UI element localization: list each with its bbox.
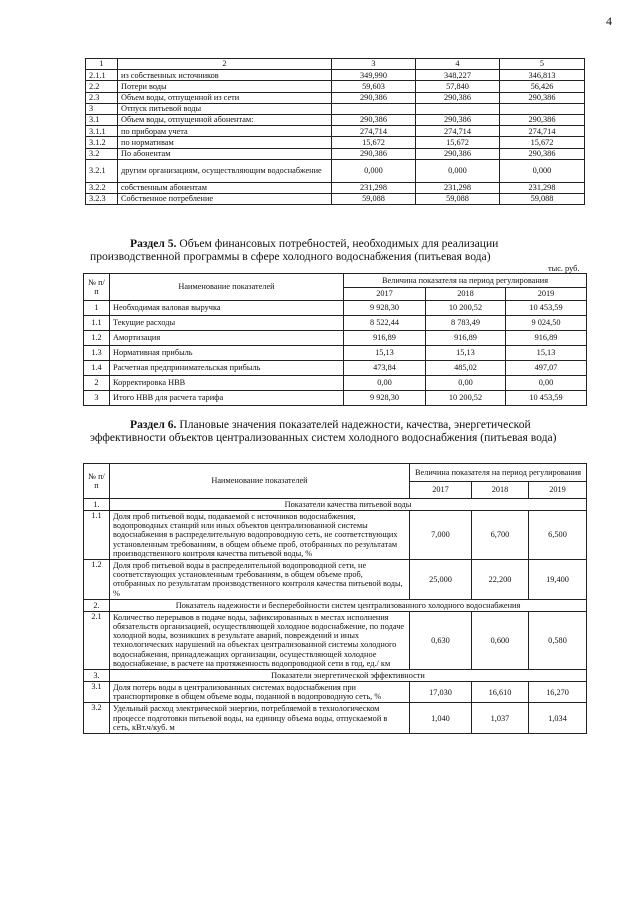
row-number: 3.2: [84, 703, 110, 734]
value-2018: 16,610: [472, 682, 529, 703]
value-2018: 0,000: [416, 159, 500, 182]
value-2017: 59,603: [332, 81, 416, 92]
year-header: 2017: [410, 481, 472, 499]
group-title: Показатели качества питьевой воды: [110, 499, 587, 511]
table-row: [84, 316, 587, 331]
value-2019: 16,270: [529, 682, 587, 703]
col-period-header: Величина показателя на период регулирования: [344, 274, 587, 288]
table-row: [84, 682, 587, 703]
row-name: по нормативам: [118, 137, 332, 148]
value-2017: 0,00: [344, 376, 426, 391]
table-row: [84, 331, 587, 346]
row-name: собственным абонентам: [118, 182, 332, 193]
value-2018: 290,386: [416, 148, 500, 159]
table-row: [86, 92, 585, 103]
value-2018: 348,227: [416, 70, 500, 81]
header-cell: 3: [332, 59, 416, 70]
table-row: [84, 611, 587, 669]
value-2018: 15,672: [416, 137, 500, 148]
value-2017: 7,000: [410, 511, 472, 560]
value-2017: 274,714: [332, 126, 416, 137]
table-row: [86, 137, 585, 148]
row-name: Отпуск питьевой воды: [118, 103, 332, 114]
value-2019: 6,500: [529, 511, 587, 560]
value-2017: 0,630: [410, 611, 472, 669]
row-number: 1.1: [84, 511, 110, 560]
row-name: Корректировка НВВ: [110, 376, 344, 391]
value-2019: 0,580: [529, 611, 587, 669]
value-2017: 290,386: [332, 114, 416, 125]
section-6-heading: [90, 418, 586, 444]
reliability-indicators-table: [83, 463, 587, 734]
row-name: Объем воды, отпущенной из сети: [118, 92, 332, 103]
value-2018: 0,600: [472, 611, 529, 669]
col-name-header: Наименование показателей: [110, 274, 344, 301]
value-2019: 10 453,59: [506, 301, 587, 316]
table-row: [86, 103, 585, 114]
row-number: 2.1: [84, 611, 110, 669]
group-row: [84, 499, 587, 511]
section-6-label: Раздел 6.: [130, 418, 177, 431]
year-header: 2017: [344, 287, 426, 301]
value-2019: 290,386: [500, 92, 585, 103]
value-2017: 25,000: [410, 560, 472, 600]
value-2019: 290,386: [500, 114, 585, 125]
row-number: 2.2: [86, 81, 118, 92]
header-cell: 1: [86, 59, 118, 70]
row-name: Доля потерь воды в централизованных системах водоснабжения при транспортировке в общем объеме воды, поданной в водопроводную сеть, %: [110, 682, 410, 703]
value-2017: [332, 103, 416, 114]
group-title: Показатель надежности и бесперебойности систем централизованного холодного водоснабжения: [110, 599, 587, 611]
value-2018: 1,037: [472, 703, 529, 734]
col-period-header: Величина показателя на период регулирования: [410, 464, 587, 482]
row-name: по приборам учета: [118, 126, 332, 137]
header-cell: 2: [118, 59, 332, 70]
value-2019: 0,000: [500, 159, 585, 182]
row-number: 2.1.1: [86, 70, 118, 81]
value-2019: 15,13: [506, 346, 587, 361]
value-2019: 15,672: [500, 137, 585, 148]
value-2019: 916,89: [506, 331, 587, 346]
table-row: [84, 301, 587, 316]
value-2017: 9 928,30: [344, 391, 426, 406]
value-2019: 497,07: [506, 361, 587, 376]
value-2018: 290,386: [416, 114, 500, 125]
table-row: [86, 70, 585, 81]
row-number: 3: [84, 391, 110, 406]
row-name: Нормативная прибыль: [110, 346, 344, 361]
value-2017: 8 522,44: [344, 316, 426, 331]
value-2018: 22,200: [472, 560, 529, 600]
value-2017: 17,030: [410, 682, 472, 703]
value-2019: 274,714: [500, 126, 585, 137]
value-2018: 57,840: [416, 81, 500, 92]
row-name: другим организациям, осуществляющим водоснабжение: [118, 159, 332, 182]
header-cell: 4: [416, 59, 500, 70]
value-2019: 56,426: [500, 81, 585, 92]
value-2017: 290,386: [332, 92, 416, 103]
unit-label: тыс. руб.: [548, 264, 580, 273]
table-row: [84, 346, 587, 361]
row-number: 1.2: [84, 560, 110, 600]
row-number: 1.4: [84, 361, 110, 376]
table-row: [86, 193, 585, 204]
value-2019: 231,298: [500, 182, 585, 193]
year-header: 2019: [529, 481, 587, 499]
row-number: 3.1: [86, 114, 118, 125]
value-2018: 0,00: [426, 376, 506, 391]
value-2018: [416, 103, 500, 114]
row-number: 1: [84, 301, 110, 316]
table-header-row: [84, 464, 587, 482]
value-2017: 231,298: [332, 182, 416, 193]
year-header: 2018: [426, 287, 506, 301]
group-number: 1.: [84, 499, 110, 511]
header-cell: 5: [500, 59, 585, 70]
value-2017: 59,088: [332, 193, 416, 204]
group-number: 3.: [84, 670, 110, 682]
table-row: [84, 376, 587, 391]
row-name: По абонентам: [118, 148, 332, 159]
row-number: 3.1: [84, 682, 110, 703]
row-number: 1.2: [84, 331, 110, 346]
financial-needs-table: [83, 273, 587, 406]
value-2019: 19,400: [529, 560, 587, 600]
table-row: [86, 148, 585, 159]
value-2019: 0,00: [506, 376, 587, 391]
table-row: [86, 182, 585, 193]
value-2017: 1,040: [410, 703, 472, 734]
value-2019: 1,034: [529, 703, 587, 734]
year-header: 2019: [506, 287, 587, 301]
row-number: 2.3: [86, 92, 118, 103]
value-2018: 15,13: [426, 346, 506, 361]
row-number: 2: [84, 376, 110, 391]
value-2018: 274,714: [416, 126, 500, 137]
value-2017: 916,89: [344, 331, 426, 346]
value-2019: 346,813: [500, 70, 585, 81]
table-row: [84, 511, 587, 560]
row-name: из собственных источников: [118, 70, 332, 81]
group-row: [84, 599, 587, 611]
value-2018: 10 200,52: [426, 391, 506, 406]
table-row: [86, 159, 585, 182]
value-2018: 916,89: [426, 331, 506, 346]
value-2018: 10 200,52: [426, 301, 506, 316]
table-row: [86, 81, 585, 92]
value-2018: 6,700: [472, 511, 529, 560]
value-2017: 9 928,30: [344, 301, 426, 316]
value-2017: 473,84: [344, 361, 426, 376]
table-header-row: [86, 59, 585, 70]
row-name: Доля проб питьевой воды, подаваемой с источников водоснабжения, водопроводных станций или иных объектов централизованной системы водоснабжения в распределительную водопроводную сеть, не соответствующих установленным требованиям, в общем объеме проб, отобранных по результатам производственного контроля качества питьевой воды, %: [110, 511, 410, 560]
value-2019: [500, 103, 585, 114]
row-name: Объем воды, отпущенной абонентам:: [118, 114, 332, 125]
table-row: [84, 361, 587, 376]
row-name: Удельный расход электрической энергии, потребляемой в технологическом процессе подготовки питьевой воды, на единицу объема воды, отпускаемой в сеть, кВт.ч/куб. м: [110, 703, 410, 734]
section-6-title: Плановые значения показателей надежности, качества, энергетической эффективности объектов централизованных систем холодного водоснабжения (питьевая вода): [90, 418, 557, 444]
page-number: 4: [606, 14, 612, 28]
table-row: [84, 391, 587, 406]
group-title: Показатели энергетической эффективности: [110, 670, 587, 682]
value-2019: 59,088: [500, 193, 585, 204]
value-2017: 349,990: [332, 70, 416, 81]
row-name: Амортизация: [110, 331, 344, 346]
row-number: 3.2: [86, 148, 118, 159]
row-number: 3.1.1: [86, 126, 118, 137]
year-header: 2018: [472, 481, 529, 499]
table-row: [86, 126, 585, 137]
row-number: 3.2.1: [86, 159, 118, 182]
value-2018: 485,02: [426, 361, 506, 376]
value-2018: 59,088: [416, 193, 500, 204]
water-balance-table: [85, 58, 585, 205]
row-number: 3.2.2: [86, 182, 118, 193]
value-2018: 290,386: [416, 92, 500, 103]
row-name: Итого НВВ для расчета тарифа: [110, 391, 344, 406]
value-2018: 231,298: [416, 182, 500, 193]
table-row: [86, 114, 585, 125]
row-number: 3.1.2: [86, 137, 118, 148]
col-num-header: № п/ п: [84, 274, 110, 301]
row-name: Количество перерывов в подаче воды, зафиксированных в местах исполнения обязательств организацией, осуществляющей холодное водоснабжение, по подаче холодной воды, возникших в результате аварий, повреждений и иных технологических нарушений на объектах централизованной системы холодного водоснабжения, принадлежащих организации, осуществляющей холодное водоснабжение, в расчете на протяженность водопроводной сети в год, ед./ км: [110, 611, 410, 669]
value-2017: 290,386: [332, 148, 416, 159]
table-row: [84, 560, 587, 600]
value-2018: 8 783,49: [426, 316, 506, 331]
group-row: [84, 670, 587, 682]
row-name: Потери воды: [118, 81, 332, 92]
row-number: 3.2.3: [86, 193, 118, 204]
row-name: Собственное потребление: [118, 193, 332, 204]
row-name: Доля проб питьевой воды в распределительной водопроводной сети, не соответствующих установленным требованиям, в общем объеме проб, отобранных по результатам производственного контроля качества питьевой воды, %: [110, 560, 410, 600]
col-name-header: Наименование показателей: [110, 464, 410, 499]
row-number: 1.3: [84, 346, 110, 361]
value-2019: 290,386: [500, 148, 585, 159]
value-2017: 0,000: [332, 159, 416, 182]
value-2017: 15,672: [332, 137, 416, 148]
row-name: Текущие расходы: [110, 316, 344, 331]
value-2019: 9 024,50: [506, 316, 587, 331]
section-5-heading: [90, 237, 586, 263]
table-header-row: [84, 274, 587, 288]
section-5-label: Раздел 5.: [130, 237, 177, 250]
row-name: Необходимая валовая выручка: [110, 301, 344, 316]
value-2017: 15,13: [344, 346, 426, 361]
group-number: 2.: [84, 599, 110, 611]
value-2019: 10 453,59: [506, 391, 587, 406]
row-number: 1.1: [84, 316, 110, 331]
col-num-header: № п/п: [84, 464, 110, 499]
section-5-title: Объем финансовых потребностей, необходимых для реализации производственной программы в сфере холодного водоснабжения (питьевая вода): [90, 237, 499, 263]
row-number: 3: [86, 103, 118, 114]
row-name: Расчетная предпринимательская прибыль: [110, 361, 344, 376]
table-row: [84, 703, 587, 734]
